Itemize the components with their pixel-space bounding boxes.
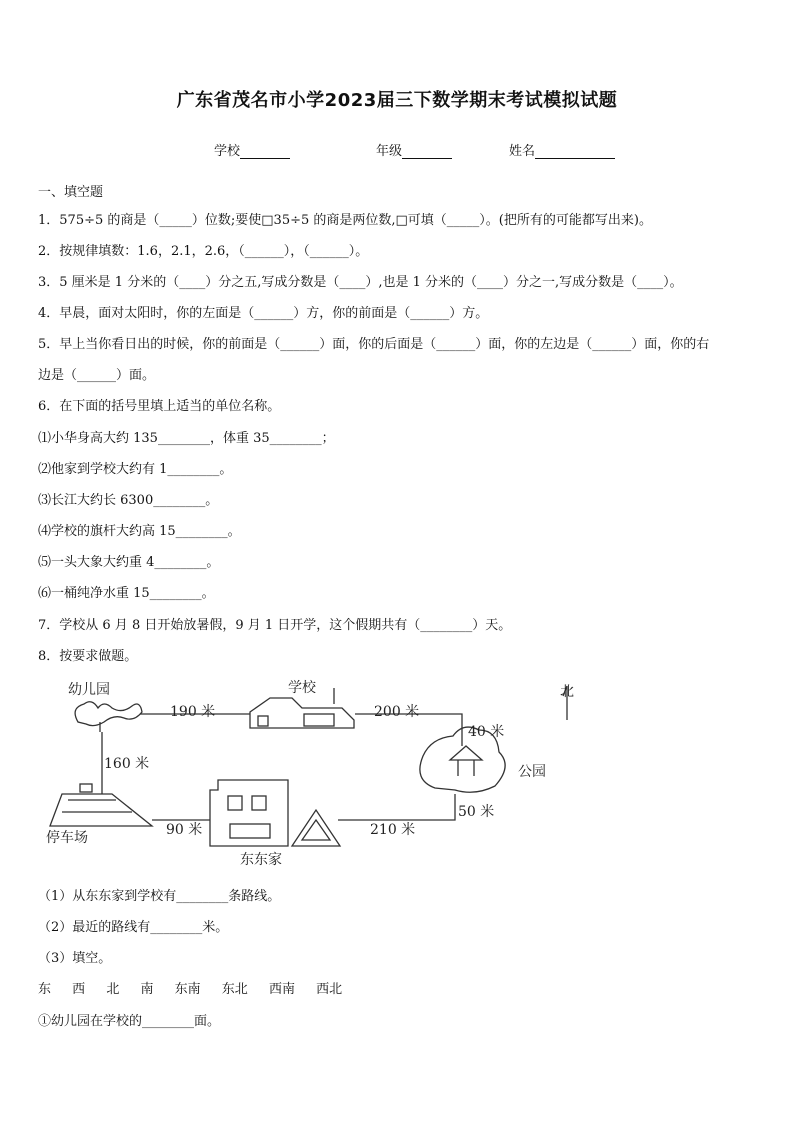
label-distance-190: 190 米 — [170, 704, 216, 720]
page-title: 广东省茂名市小学2023届三下数学期末考试模拟试题 — [176, 90, 618, 111]
question-6-item-4: ⑷学校的旗杆大约高 15________。 — [38, 524, 241, 539]
direction-southeast: 东南 — [174, 982, 201, 997]
label-park: 公园 — [518, 764, 546, 780]
direction-southwest: 西南 — [268, 982, 295, 997]
section-heading: 一、填空题 — [38, 185, 104, 200]
question-8: 8．按要求做题。 — [38, 649, 138, 664]
direction-northwest: 西北 — [316, 982, 343, 997]
direction-east: 东 — [38, 982, 52, 997]
label-school: 学校 — [288, 680, 316, 696]
question-7: 7．学校从 6 月 8 日开始放暑假，9 月 1 日开学，这个假期共有（________）天。 — [38, 618, 512, 633]
road-home-park — [338, 794, 455, 820]
label-distance-50: 50 米 — [458, 804, 495, 820]
question-8-part-1: （1）从东东家到学校有________条路线。 — [38, 889, 281, 904]
question-6-item-3: ⑶长江大约长 6300________。 — [38, 493, 219, 508]
label-distance-90: 90 米 — [166, 822, 203, 838]
grade-blank — [402, 144, 452, 159]
grade-label: 年级 — [376, 144, 403, 159]
home-icon — [210, 780, 288, 846]
direction-west: 西 — [72, 982, 86, 997]
school-field — [214, 140, 290, 159]
question-6: 6．在下面的括号里填上适当的单位名称。 — [38, 399, 281, 414]
label-parking: 停车场 — [46, 830, 88, 846]
question-3: 3．5 厘米是 1 分米的（____）分之五,写成分数是（____）,也是 1 分米的（____）分之一,写成分数是（____）。 — [38, 275, 683, 290]
question-4: 4．早晨，面对太阳时，你的左面是（______）方，你的前面是（______）方。 — [38, 306, 489, 321]
question-6-item-2: ⑵他家到学校大约有 1________。 — [38, 462, 233, 477]
question-6-item-5: ⑸一头大象大约重 4________。 — [38, 555, 220, 570]
school-blank — [240, 144, 290, 159]
question-8-part-2: （2）最近的路线有________米。 — [38, 920, 229, 935]
question-2: 2．按规律填数：1.6，2.1，2.6，（______），（______）。 — [38, 244, 369, 259]
direction-northeast: 东北 — [221, 982, 248, 997]
direction-north: 北 — [106, 982, 120, 997]
name-field — [509, 140, 615, 159]
school-label: 学校 — [214, 144, 241, 159]
route-map — [40, 676, 600, 872]
label-distance-200: 200 米 — [374, 704, 420, 720]
question-6-item-6: ⑹一桶纯净水重 15________。 — [38, 586, 215, 601]
name-label: 姓名 — [509, 144, 536, 159]
name-blank — [535, 144, 615, 159]
parking-icon — [50, 794, 152, 826]
label-distance-160: 160 米 — [104, 756, 150, 772]
question-5-line-1: 5．早上当你看日出的时候，你的前面是（______）面，你的后面是（______）面，你的左边是（______）面，你的右 — [38, 337, 710, 352]
label-kindergarten: 幼儿园 — [68, 682, 110, 698]
school-icon — [250, 698, 354, 728]
question-8-part-3-item-1: ①幼儿园在学校的________面。 — [38, 1014, 221, 1029]
question-8-part-3: （3）填空。 — [38, 951, 112, 966]
kindergarten-icon — [75, 702, 142, 726]
label-home: 东东家 — [240, 852, 282, 868]
question-6-item-1: ⑴小华身高大约 135________，体重 35________； — [38, 431, 335, 446]
direction-south: 南 — [140, 982, 154, 997]
grade-field — [376, 140, 452, 159]
label-north: 北 — [560, 684, 574, 700]
label-distance-210: 210 米 — [370, 822, 416, 838]
direction-options — [38, 978, 359, 997]
question-5-line-2: 边是（______）面。 — [38, 368, 156, 383]
label-distance-40: 40 米 — [468, 724, 505, 740]
question-1: 1．575÷5 的商是（_____）位数;要使□35÷5 的商是两位数,□可填（_____）。(把所有的可能都写出来)。 — [38, 213, 652, 228]
